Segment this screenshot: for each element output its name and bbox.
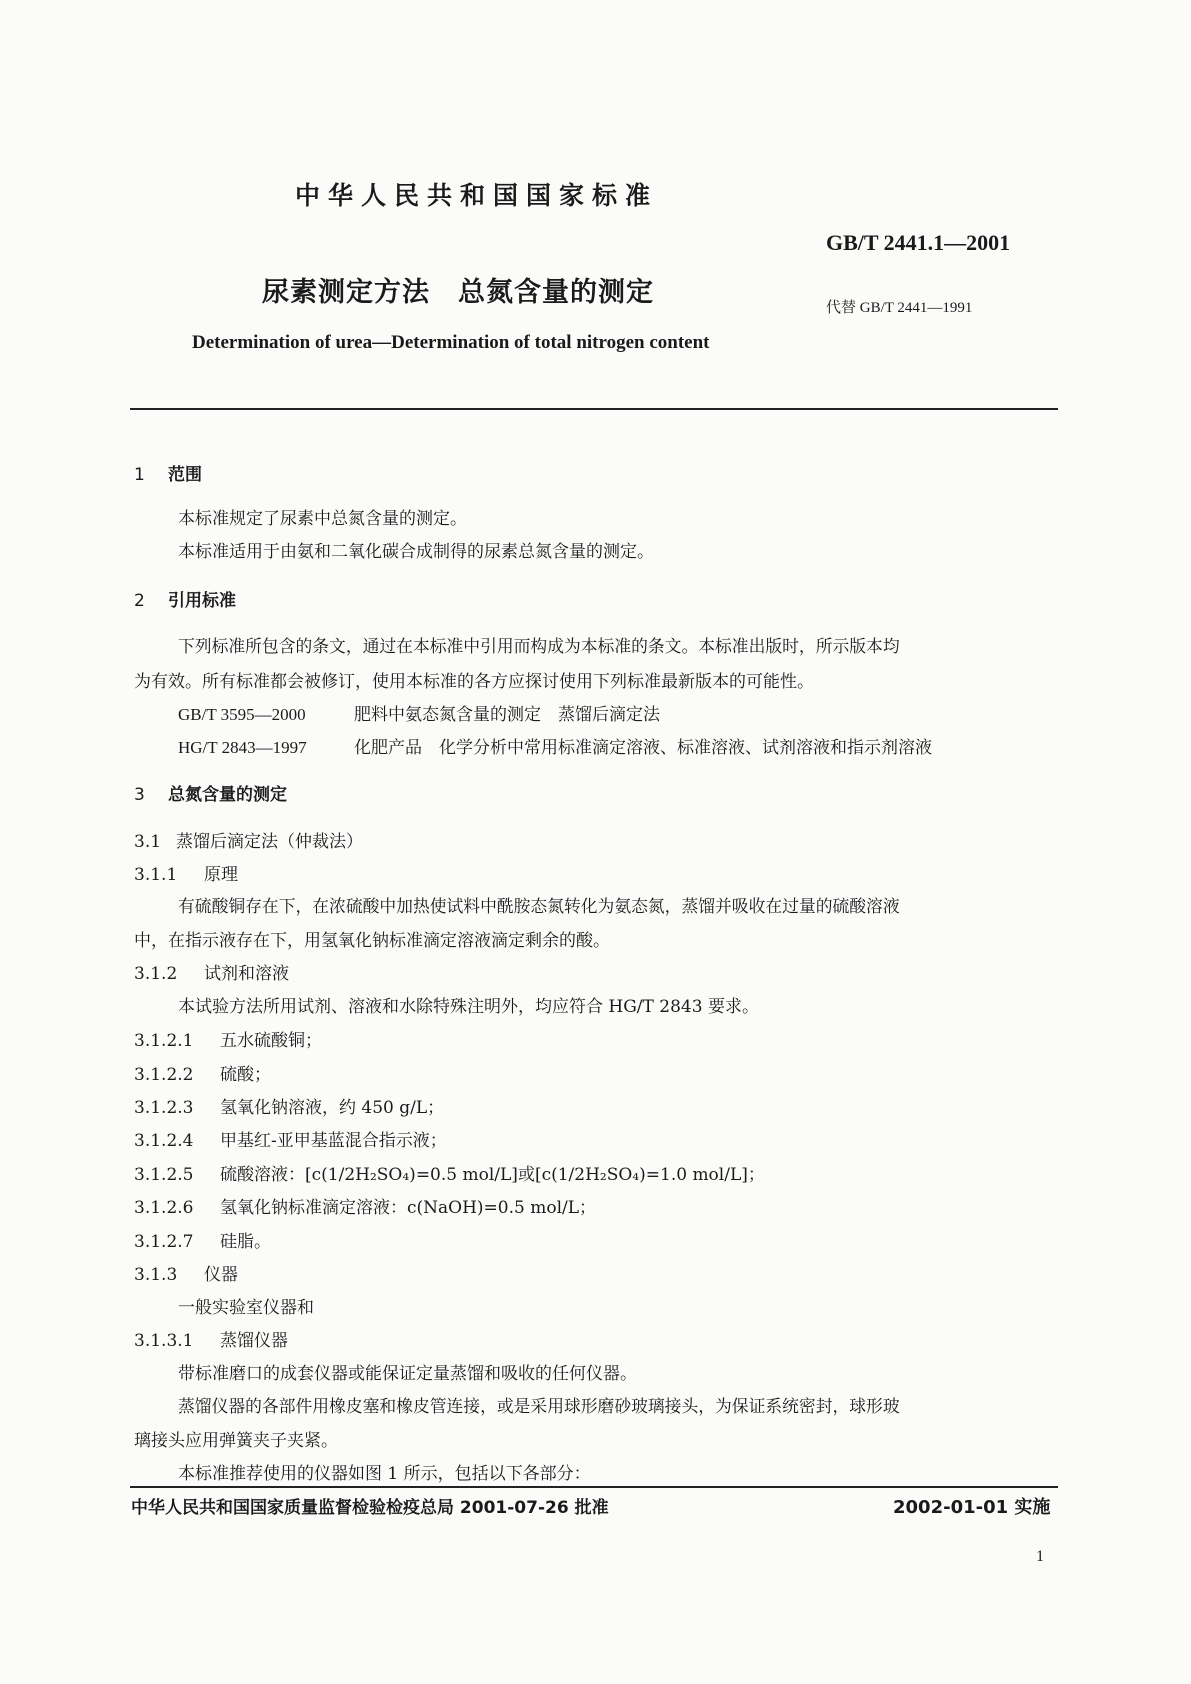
reagents-intro: 本试验方法所用试剂、溶液和水除特殊注明外，均应符合 HG/T 2843 要求。 xyxy=(178,997,759,1017)
section-1-paragraph-2: 本标准适用于由氨和二氧化碳合成制得的尿素总氮含量的测定。 xyxy=(178,542,654,562)
item-text: 五水硫酸铜； xyxy=(220,1031,322,1051)
standard-number-text: GB/T 2441.1—2001 xyxy=(826,230,1011,255)
title-part1: 尿素测定方法 xyxy=(262,277,430,308)
reference-title: 肥料中氨态氮含量的测定 蒸馏后滴定法 xyxy=(354,705,660,725)
item-text: 硫酸溶液：[c(1/2H₂SO₄)=0.5 mol/L]或[c(1/2H₂SO₄)=1.0 mol/L]； xyxy=(220,1165,765,1185)
reference-code: HG/T 2843—1997 xyxy=(178,738,307,757)
section-title: 范围 xyxy=(168,465,202,485)
section-title: 总氮含量的测定 xyxy=(168,785,287,805)
standard-number xyxy=(826,230,1010,256)
section-number: 1 xyxy=(134,465,145,485)
item-number: 3.1.2.2 xyxy=(134,1065,194,1085)
section-number: 3 xyxy=(134,785,145,805)
section-2-paragraph-line-2: 为有效。所有标准都会被修订，使用本标准的各方应探讨使用下列标准最新版本的可能性。 xyxy=(134,672,814,692)
reagent-item xyxy=(134,1093,444,1118)
reagent-item xyxy=(134,1026,322,1051)
national-standard-heading: 中华人民共和国国家标准 xyxy=(295,181,659,210)
subsection-number: 3.1.2 xyxy=(134,964,178,984)
subsection-number: 3.1 xyxy=(134,832,162,852)
subsection-title: 蒸馏后滴定法（仲裁法） xyxy=(176,832,363,852)
section-2-heading xyxy=(134,586,236,611)
item-number: 3.1.2.3 xyxy=(134,1098,194,1118)
subsection-title: 试剂和溶液 xyxy=(204,964,289,984)
apparatus-paragraph-3: 本标准推荐使用的仪器如图 1 所示，包括以下各部分： xyxy=(178,1464,591,1484)
reference-code: GB/T 3595—2000 xyxy=(178,705,306,724)
section-3-heading xyxy=(134,780,287,805)
section-number: 2 xyxy=(134,591,145,611)
subsection-3-1-3-1-heading xyxy=(134,1326,288,1351)
subsection-number: 3.1.3.1 xyxy=(134,1331,194,1351)
reagent-item xyxy=(134,1126,447,1151)
section-2-paragraph-line-1: 下列标准所包含的条文，通过在本标准中引用而构成为本标准的条文。本标准出版时，所示版本均 xyxy=(178,636,900,656)
reagent-item xyxy=(134,1160,765,1185)
section-1-heading xyxy=(134,460,202,485)
reference-item xyxy=(178,733,932,758)
section-title: 引用标准 xyxy=(168,591,236,611)
header-divider xyxy=(130,408,1058,410)
approval-statement: 中华人民共和国国家质量监督检验检疫总局 2001-07-26 批准 xyxy=(131,1498,609,1518)
section-1-paragraph-1: 本标准规定了尿素中总氮含量的测定。 xyxy=(178,509,467,529)
item-number: 3.1.2.4 xyxy=(134,1131,194,1151)
item-text: 硅脂。 xyxy=(220,1232,271,1252)
item-text: 氢氧化钠标准滴定溶液：c(NaOH)=0.5 mol/L； xyxy=(220,1198,597,1218)
apparatus-paragraph-2-line-1: 蒸馏仪器的各部件用橡皮塞和橡皮管连接，或是采用球形磨砂玻璃接头，为保证系统密封，球形玻 xyxy=(178,1396,900,1416)
apparatus-paragraph-1: 带标准磨口的成套仪器或能保证定量蒸馏和吸收的任何仪器。 xyxy=(178,1364,637,1384)
reagent-item xyxy=(134,1060,271,1085)
item-number: 3.1.2.6 xyxy=(134,1198,194,1218)
item-text: 硫酸； xyxy=(220,1065,271,1085)
item-text: 氢氧化钠溶液，约 450 g/L； xyxy=(220,1098,445,1118)
subsection-title: 蒸馏仪器 xyxy=(220,1331,288,1351)
subsection-3-1-1-heading xyxy=(134,860,238,885)
apparatus-intro: 一般实验室仪器和 xyxy=(178,1298,314,1318)
reagent-item xyxy=(134,1227,271,1252)
implementation-date: 2002-01-01 实施 xyxy=(893,1497,1051,1518)
replaces-standard: 代替 GB/T 2441—1991 xyxy=(826,300,973,316)
principle-line-2: 中，在指示液存在下，用氢氧化钠标准滴定溶液滴定剩余的酸。 xyxy=(134,931,610,951)
english-title: Determination of urea—Determination of total nitrogen content xyxy=(192,332,710,353)
title-part2: 总氮含量的测定 xyxy=(458,277,654,308)
item-text: 甲基红-亚甲基蓝混合指示液； xyxy=(220,1131,447,1151)
item-number: 3.1.2.7 xyxy=(134,1232,194,1252)
subsection-3-1-heading xyxy=(134,827,363,852)
subsection-title: 仪器 xyxy=(204,1265,238,1285)
reference-item xyxy=(178,700,660,725)
footer-divider xyxy=(130,1486,1058,1488)
item-number: 3.1.2.1 xyxy=(134,1031,194,1051)
subsection-number: 3.1.1 xyxy=(134,865,178,885)
apparatus-paragraph-2-line-2: 璃接头应用弹簧夹子夹紧。 xyxy=(134,1431,338,1451)
document-title xyxy=(262,270,654,309)
reagent-item xyxy=(134,1193,596,1218)
subsection-3-1-3-heading xyxy=(134,1260,238,1285)
subsection-number: 3.1.3 xyxy=(134,1265,178,1285)
principle-line-1: 有硫酸铜存在下，在浓硫酸中加热使试料中酰胺态氮转化为氨态氮，蒸馏并吸收在过量的硫酸溶液 xyxy=(178,896,900,916)
page-number: 1 xyxy=(1036,1548,1044,1565)
item-number: 3.1.2.5 xyxy=(134,1165,194,1185)
reference-title: 化肥产品 化学分析中常用标准滴定溶液、标准溶液、试剂溶液和指示剂溶液 xyxy=(354,738,932,758)
subsection-title: 原理 xyxy=(204,865,238,885)
subsection-3-1-2-heading xyxy=(134,959,289,984)
